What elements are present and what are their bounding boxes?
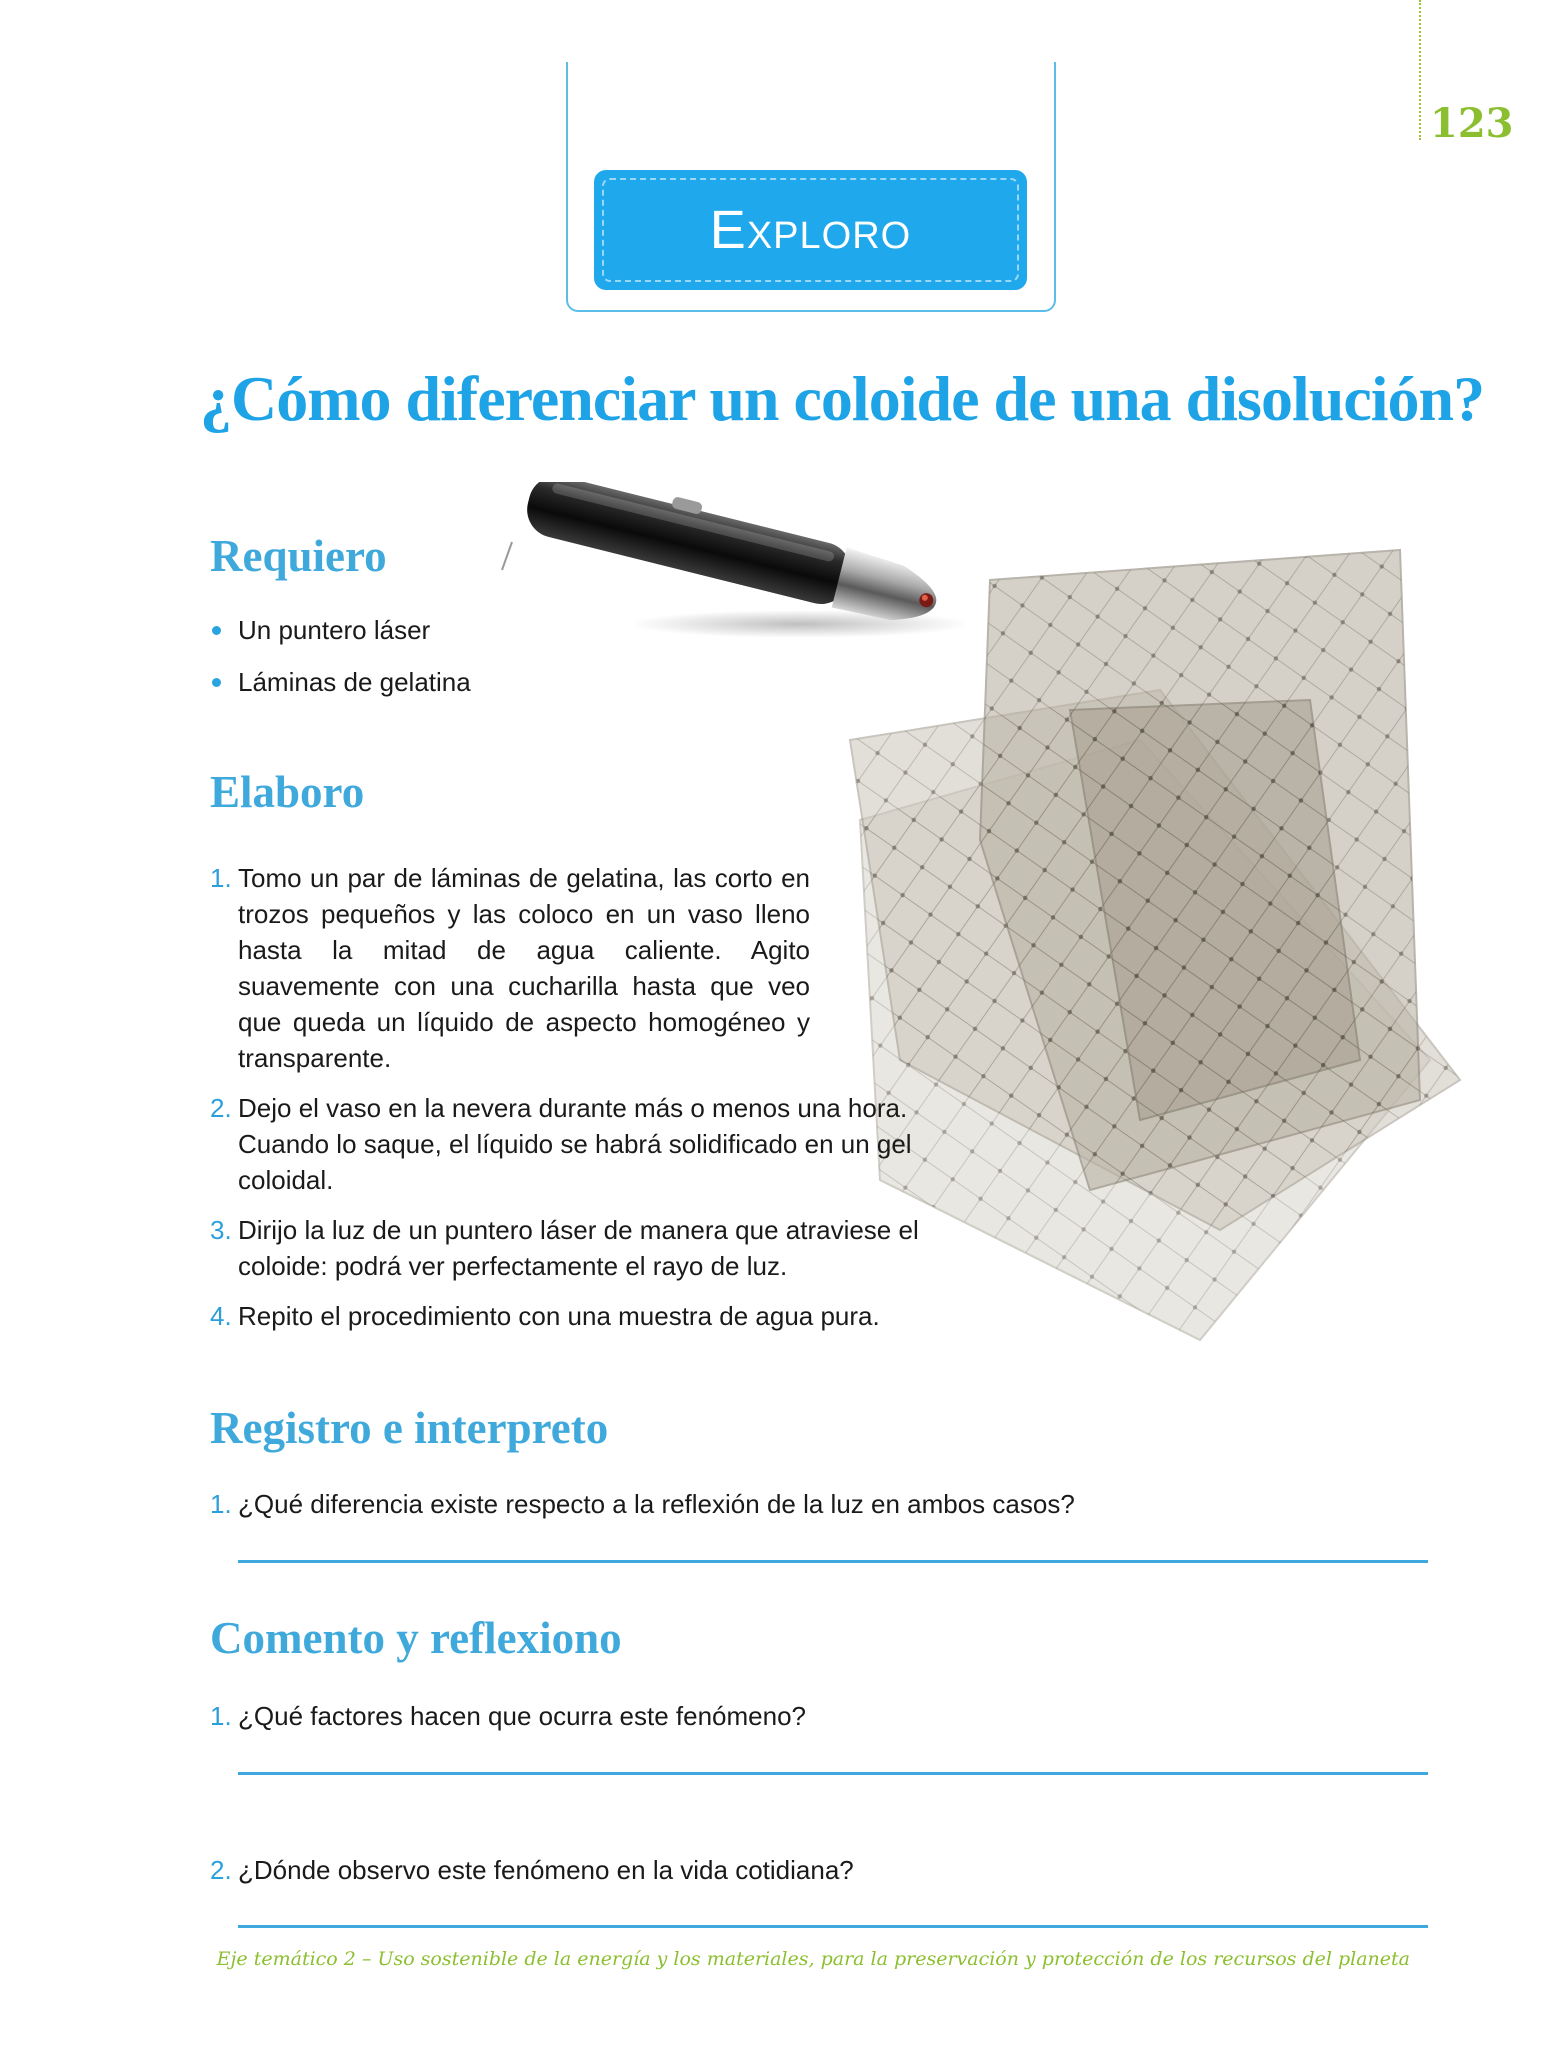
step-number: 1. xyxy=(210,863,232,893)
list-item xyxy=(210,1090,930,1198)
step-number: 3. xyxy=(210,1215,232,1245)
step-text: Dirijo la luz de un puntero láser de manera que atraviese el coloide: podrá ver perfectamente el rayo de luz. xyxy=(238,1215,919,1281)
registro-heading: Registro e interpreto xyxy=(210,1403,609,1453)
question-number: 1. xyxy=(210,1701,232,1731)
list-item xyxy=(210,1298,990,1334)
list-item xyxy=(210,860,810,1076)
question-item xyxy=(210,1486,1075,1522)
page-margin-rule xyxy=(1419,0,1421,140)
question-item xyxy=(210,1698,806,1734)
question-text: ¿Qué diferencia existe respecto a la reflexión de la luz en ambos casos? xyxy=(238,1489,1075,1519)
answer-line[interactable] xyxy=(238,1560,1428,1563)
answer-line[interactable] xyxy=(238,1925,1428,1928)
step-text: Dejo el vaso en la nevera durante más o menos una hora. Cuando lo saque, el líquido se habrá solidificado en un gel coloidal. xyxy=(238,1093,912,1195)
question-number: 1. xyxy=(210,1489,232,1519)
list-item xyxy=(210,1212,990,1284)
procedure-steps xyxy=(210,860,990,1348)
answer-line[interactable] xyxy=(238,1772,1428,1775)
section-tab-badge xyxy=(594,170,1027,290)
page-number: 123 xyxy=(1430,100,1514,147)
page-title: ¿Cómo diferenciar un coloide de una disolución? xyxy=(200,363,1485,434)
requiero-heading: Requiero xyxy=(210,531,387,581)
question-number: 2. xyxy=(210,1855,232,1885)
list-item: Láminas de gelatina xyxy=(210,666,471,698)
question-item xyxy=(210,1852,854,1888)
question-text: ¿Dónde observo este fenómeno en la vida cotidiana? xyxy=(238,1855,854,1885)
question-text: ¿Qué factores hacen que ocurra este fenómeno? xyxy=(238,1701,807,1731)
comento-heading: Comento y reflexiono xyxy=(210,1613,622,1663)
list-item: Un puntero láser xyxy=(210,614,471,646)
step-number: 2. xyxy=(210,1093,232,1123)
step-text: Repito el procedimiento con una muestra de agua pura. xyxy=(238,1301,880,1331)
section-tab-label: Exploro xyxy=(709,200,912,260)
section-tab-inner xyxy=(602,178,1019,282)
page-footer: Eje temático 2 – Uso sostenible de la energía y los materiales, para la preservación y protección de los recursos del planeta xyxy=(216,1948,1410,1970)
step-number: 4. xyxy=(210,1301,232,1331)
materials-list xyxy=(210,614,471,718)
step-text: Tomo un par de láminas de gelatina, las corto en trozos pequeños y las coloco en un vaso lleno hasta la mitad de agua caliente. Agito suavemente con una cucharilla hasta que veo que queda un líquido de aspecto homogéneo y transparente. xyxy=(238,863,810,1073)
elaboro-heading: Elaboro xyxy=(210,767,365,817)
